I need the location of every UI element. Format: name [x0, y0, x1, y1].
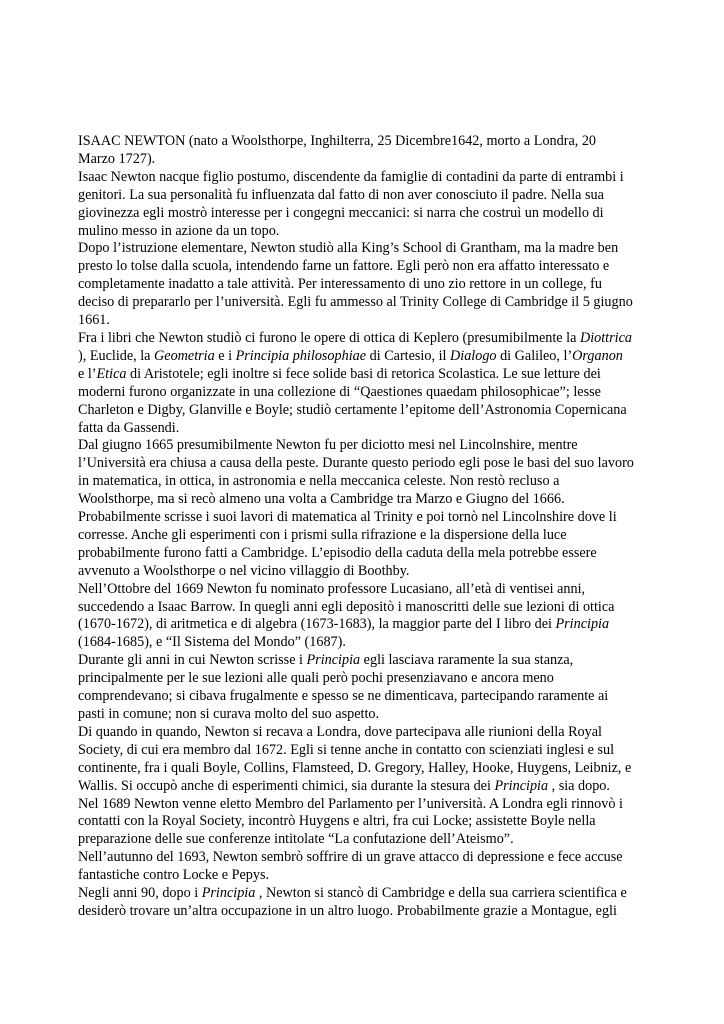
text-segment: Negli anni 90, dopo i: [78, 885, 202, 902]
text-segment: di Galileo, l’: [496, 347, 573, 364]
text-line: [78, 527, 678, 545]
text-segment: fatta da Gassendi.: [78, 419, 180, 436]
text-line: [78, 742, 678, 760]
text-segment: e l’: [78, 365, 97, 382]
text-segment: Woolsthorpe, ma si recò almeno una volta a Cambridge tra Marzo e Giugno del 1666.: [78, 491, 565, 508]
text-line: [78, 294, 678, 312]
italic-title: Organon: [572, 347, 623, 364]
text-segment: contatti con la Royal Society, incontrò Huygens e altri, fra cui Locke; assistette Boyle nella: [78, 813, 596, 830]
text-line: [78, 473, 678, 491]
text-segment: l’Università era chiusa a causa della peste. Durante questo periodo egli pose le basi del suo lavoro: [78, 455, 634, 472]
text-line: [78, 240, 678, 258]
text-segment: fantastiche contro Locke e Pepys.: [78, 867, 270, 884]
text-line: [78, 831, 678, 849]
text-segment: preparazione delle sue conferenze intitolate “La confutazione dell’Ateismo”.: [78, 831, 514, 848]
text-line: [78, 366, 678, 384]
text-segment: (1670-1672), di aritmetica e di algebra (1673-1683), la maggior parte del I libro dei: [78, 616, 556, 633]
text-segment: egli lasciava raramente la sua stanza,: [360, 652, 574, 669]
italic-title: Dialogo: [450, 347, 497, 364]
text-line: [78, 760, 678, 778]
text-segment: desiderò trovare un’altra occupazione in un altro luogo. Probabilmente grazie a Montague, egli: [78, 902, 617, 919]
text-line: [78, 778, 678, 796]
text-line: [78, 258, 678, 276]
text-segment: Probabilmente scrisse i suoi lavori di matematica al Trinity e poi tornò nel Lincolnshire dove li: [78, 509, 617, 526]
text-segment: corresse. Anche gli esperimenti con i prismi sulla rifrazione e la dispersione della luce: [78, 526, 567, 543]
text-segment: comprendevano; si cibava frugalmente e spesso se ne dimenticava, partecipando raramente ai: [78, 688, 609, 705]
text-segment: giovinezza egli mostrò interesse per i congegni meccanici: si narra che costruì un modello di: [78, 204, 604, 221]
text-line: [78, 706, 678, 724]
text-line: [78, 491, 678, 509]
text-line: [78, 545, 678, 563]
text-line: [78, 420, 678, 438]
italic-title: Principia: [306, 652, 361, 669]
italic-title: Diottrica: [579, 329, 632, 346]
text-line: [78, 348, 678, 366]
text-line: [78, 581, 678, 599]
text-line: [78, 330, 678, 348]
text-segment: Society, di cui era membro dal 1672. Egli si tenne anche in contatto con scienziati inglesi e sul: [78, 741, 615, 758]
text-segment: Di quando in quando, Newton si recava a Londra, dove partecipava alle riunioni della Royal: [78, 723, 602, 740]
text-line: [78, 670, 678, 688]
text-segment: e i: [214, 347, 236, 364]
text-segment: completamente inadatto a tale attività. Per interessamento di uno zio rettore in un college, fu: [78, 276, 602, 293]
text-segment: di Cartesio, il: [366, 347, 450, 364]
text-line: [78, 813, 678, 831]
text-segment: pasti in comune; non si curava molto del suo aspetto.: [78, 706, 380, 722]
italic-title: Principia: [201, 885, 256, 902]
text-line: [78, 455, 678, 473]
text-line: [78, 223, 678, 241]
text-segment: continente, fra i quali Boyle, Collins, Flamsteed, D. Gregory, Halley, Hooke, Huygens, Leibniz, e: [78, 759, 632, 776]
text-line: [78, 205, 678, 223]
text-segment: Fra i libri che Newton studiò ci furono le opere di ottica di Keplero (presumibilmente la: [78, 329, 580, 346]
text-segment: (1684-1685), e “Il Sistema del Mondo” (1687).: [78, 634, 346, 651]
text-segment: Charleton e Digby, Glanville e Boyle; studiò certamente l’epitome dell’Astronomia Copernicana: [78, 401, 627, 418]
text-segment: moderni furono organizzate in una collezione di “Qaestiones quaedam philosophicae”; lesse: [78, 383, 601, 400]
text-segment: ), Euclide, la: [78, 347, 155, 364]
text-segment: di Aristotele; egli inoltre si fece solide basi di retorica Scolastica. Le sue letture dei: [126, 365, 601, 382]
text-line: [78, 169, 678, 187]
text-line: [78, 563, 678, 581]
text-segment: principalmente per le sue lezioni alle quali però pochi presenziavano e ancora meno: [78, 670, 554, 687]
text-segment: genitori. La sua personalità fu influenzata dal fatto di non aver conosciuto il padre. Nella sua: [78, 186, 604, 203]
text-line: [78, 903, 678, 921]
text-segment: 1661.: [78, 312, 110, 329]
text-segment: presto lo tolse dalla scuola, intendendo farne un fattore. Egli però non era affatto interessato e: [78, 258, 610, 275]
text-line: [78, 796, 678, 814]
text-line: [78, 867, 678, 885]
text-segment: Wallis. Si occupò anche di esperimenti chimici, sia durante la stesura dei: [78, 777, 495, 794]
text-segment: in matematica, in ottica, in astronomia e nella meccanica celeste. Non restò recluso a: [78, 473, 560, 490]
text-segment: Nell’autunno del 1693, Newton sembrò soffrire di un grave attacco di depressione e fece accuse: [78, 849, 623, 866]
text-segment: , Newton si stancò di Cambridge e della sua carriera scientifica e: [255, 885, 627, 902]
text-segment: Nel 1689 Newton venne eletto Membro del Parlamento per l’università. A Londra egli rinnovò i: [78, 795, 623, 812]
text-line: [78, 187, 678, 205]
document-body: [78, 133, 678, 921]
text-line: [78, 599, 678, 617]
text-segment: Dal giugno 1665 presumibilmente Newton fu per diciotto mesi nel Lincolnshire, mentre: [78, 437, 578, 454]
text-line: [78, 634, 678, 652]
italic-title: Principia philosophiae: [235, 347, 367, 364]
text-line: [78, 384, 678, 402]
text-line: [78, 885, 678, 903]
italic-title: Geometria: [154, 347, 215, 364]
italic-title: Principia: [555, 616, 610, 633]
text-line: [78, 312, 678, 330]
text-segment: succedendo a Isaac Barrow. In quegli anni egli depositò i manoscritti delle sue lezioni di ottica: [78, 598, 615, 615]
text-segment: ISAAC NEWTON (nato a Woolsthorpe, Inghilterra, 25 Dicembre1642, morto a Londra, 20: [78, 133, 597, 149]
text-line: [78, 724, 678, 742]
text-segment: mulino messo in azione da un topo.: [78, 222, 280, 239]
text-segment: Durante gli anni in cui Newton scrisse i: [78, 652, 307, 669]
text-line: [78, 849, 678, 867]
text-line: [78, 151, 678, 169]
text-line: [78, 688, 678, 706]
text-segment: Isaac Newton nacque figlio postumo, discendente da famiglie di contadini da parte di entrambi i: [78, 168, 624, 185]
text-segment: probabilmente furono fatti a Cambridge. L’episodio della caduta della mela potrebbe essere: [78, 544, 597, 561]
text-segment: avvenuto a Woolsthorpe o nel vicino villaggio di Boothby.: [78, 562, 410, 579]
italic-title: Principia: [494, 777, 549, 794]
text-line: [78, 652, 678, 670]
text-segment: Dopo l’istruzione elementare, Newton studiò alla King’s School di Grantham, ma la madre ben: [78, 240, 619, 257]
text-segment: , sia dopo.: [548, 777, 610, 794]
italic-title: Etica: [96, 365, 127, 382]
text-line: [78, 402, 678, 420]
text-line: [78, 437, 678, 455]
text-line: [78, 276, 678, 294]
text-line: [78, 509, 678, 527]
text-segment: Marzo 1727).: [78, 150, 156, 167]
text-line: [78, 133, 678, 151]
text-segment: deciso di prepararlo per l’università. Egli fu ammesso al Trinity College di Cambridge il 5 giugno: [78, 294, 633, 311]
text-segment: Nell’Ottobre del 1669 Newton fu nominato professore Lucasiano, all’età di ventisei anni,: [78, 580, 586, 597]
text-line: [78, 616, 678, 634]
